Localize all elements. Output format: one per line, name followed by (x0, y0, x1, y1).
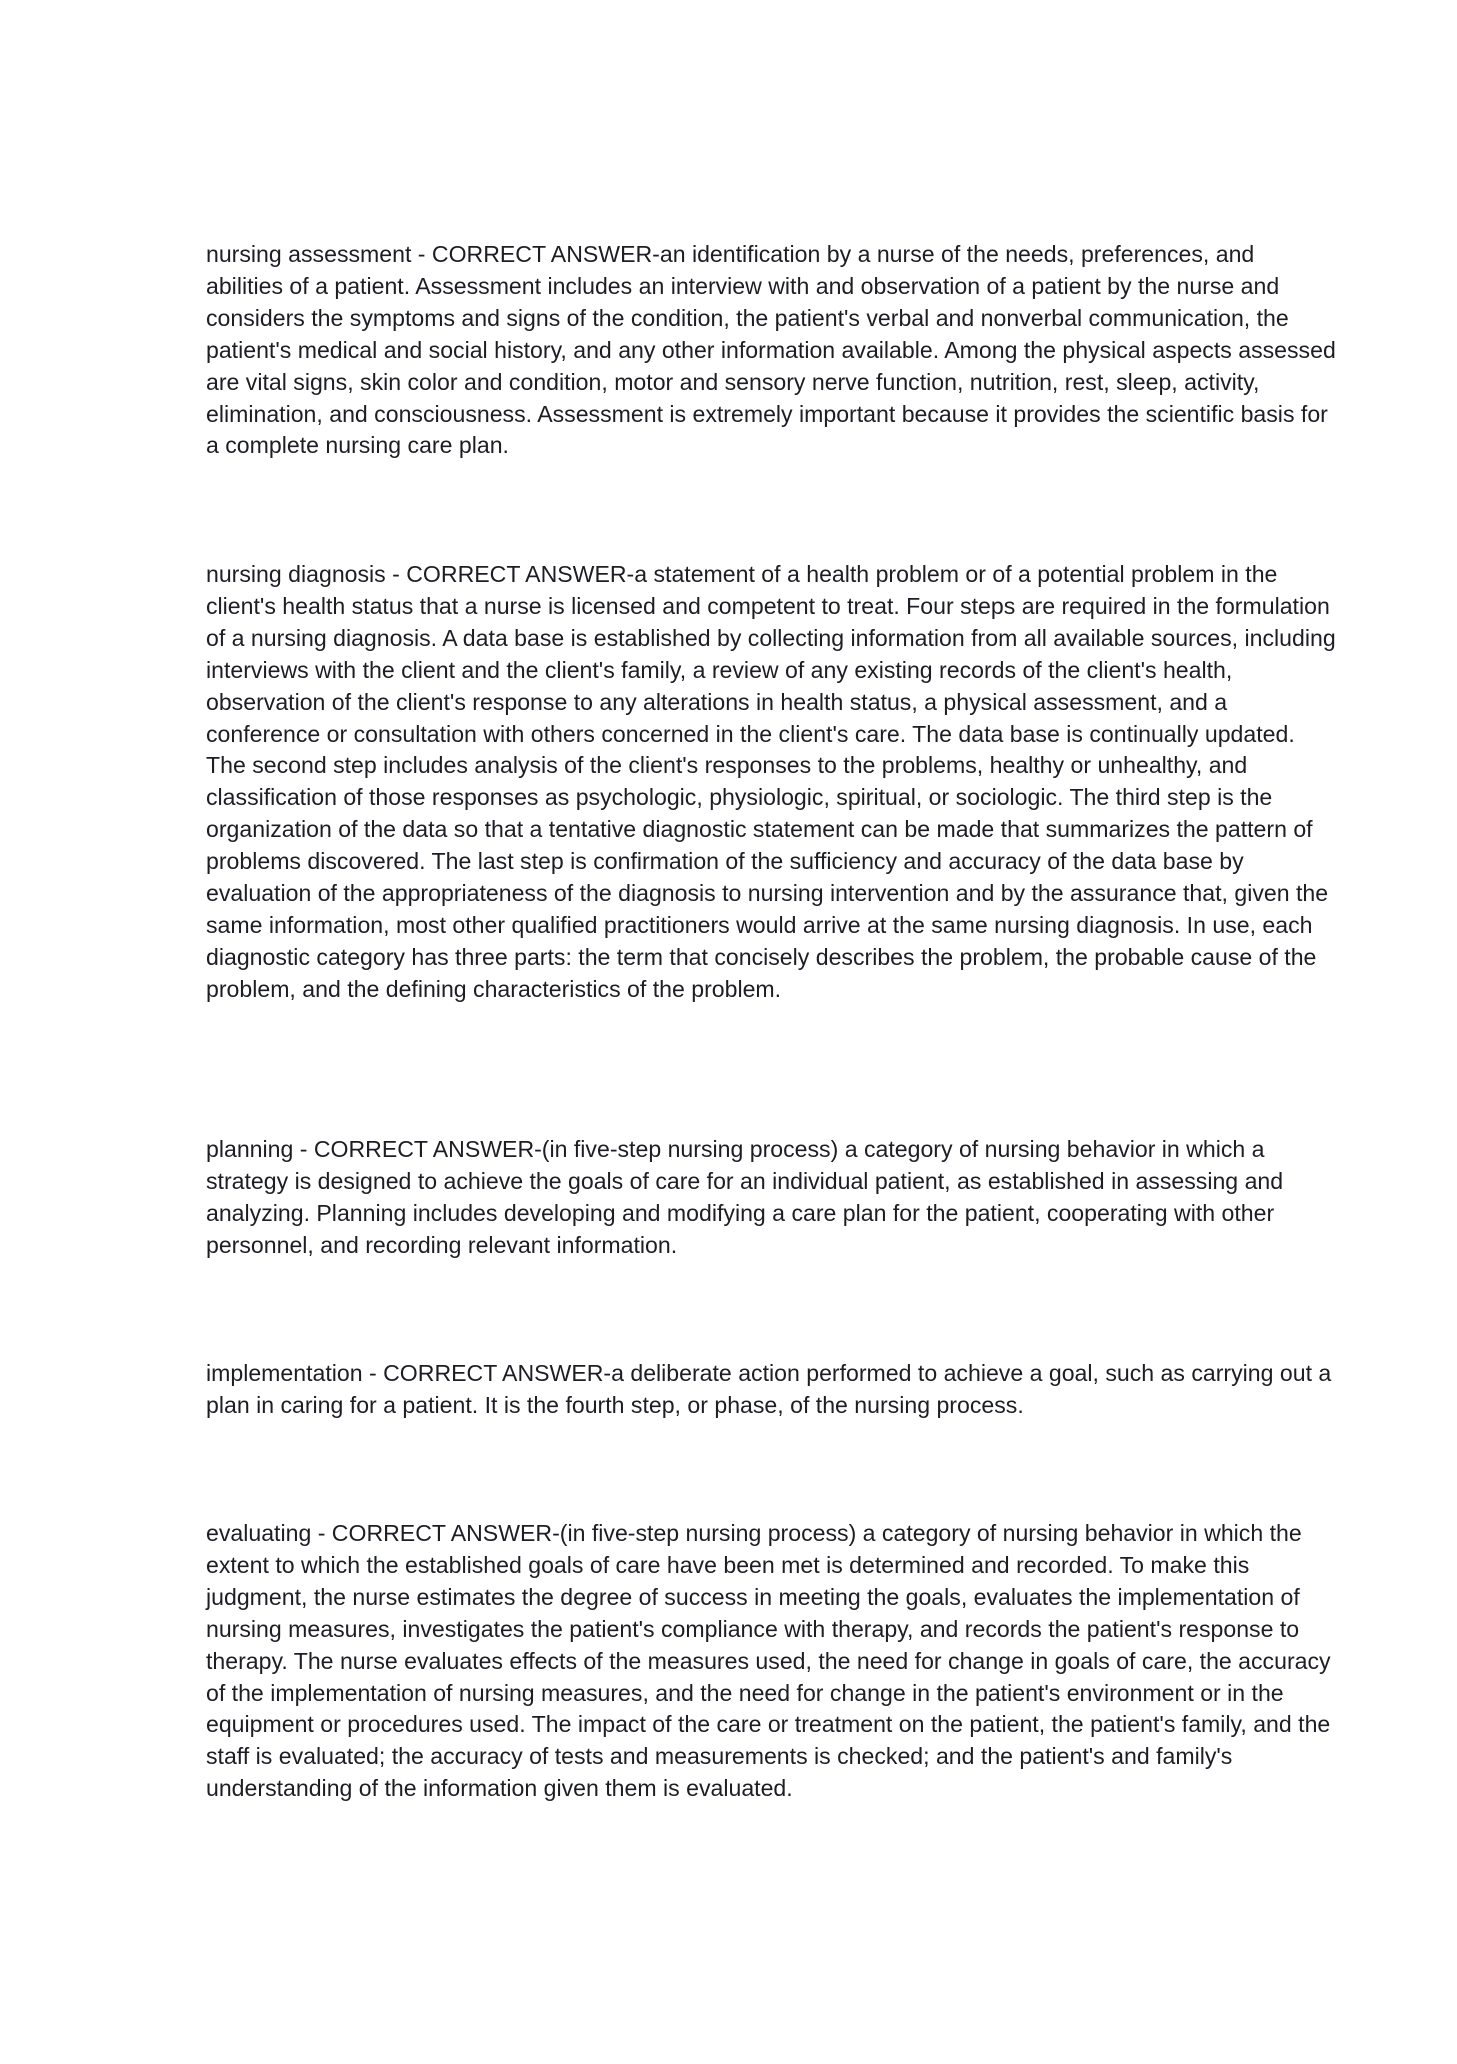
entry-implementation: implementation - CORRECT ANSWER-a deliberate action performed to achieve a goal, such as carrying out a plan in caring for a patient. It is the fourth step, or phase, of the nursing process. (206, 1360, 1332, 1418)
entry-nursing-diagnosis: nursing diagnosis - CORRECT ANSWER-a statement of a health problem or of a potential problem in the client's health status that a nurse is licensed and competent to treat. Four steps are required in the formulation of a nursing diagnosis. A data base is established by collecting information from all available sources, including interviews with the client and the client's family, a review of any existing records of the client's health, observation of the client's response to any alterations in health status, a physical assessment, and a conference or consultation with others concerned in the client's care. The data base is continually updated. The second step includes analysis of the client's responses to the problems, healthy or unhealthy, and classification of those responses as psychologic, physiologic, spiritual, or sociologic. The third step is the organization of the data so that a tentative diagnostic statement can be made that summarizes the pattern of problems discovered. The last step is confirmation of the sufficiency and accuracy of the data base by evaluation of the appropriateness of the diagnosis to nursing intervention and by the assurance that, given the same information, most other qualified practitioners would arrive at the same nursing diagnosis. In use, each diagnostic category has three parts: the term that concisely describes the problem, the probable cause of the problem, and the defining characteristics of the problem. (206, 561, 1336, 1002)
entry-nursing-assessment: nursing assessment - CORRECT ANSWER-an identification by a nurse of the needs, preferences, and abilities of a patient. Assessment includes an interview with and observation of a patient by the nurse and considers the symptoms and signs of the condition, the patient's verbal and nonverbal communication, the patient's medical and social history, and any other information available. Among the physical aspects assessed are vital signs, skin color and condition, motor and sensory nerve function, nutrition, rest, sleep, activity, elimination, and consciousness. Assessment is extremely important because it provides the scientific basis for a complete nursing care plan. (206, 241, 1336, 459)
entry-planning: planning - CORRECT ANSWER-(in five-step nursing process) a category of nursing behavior in which a strategy is designed to achieve the goals of care for an individual patient, as established in assessing and analyzing. Planning includes developing and modifying a care plan for the patient, cooperating with other personnel, and recording relevant information. (206, 1136, 1284, 1258)
entry-evaluating: evaluating - CORRECT ANSWER-(in five-step nursing process) a category of nursing behavior in which the extent to which the established goals of care have been met is determined and recorded. To make this judgment, the nurse estimates the degree of success in meeting the goals, evaluates the implementation of nursing measures, investigates the patient's compliance with therapy, and records the patient's response to therapy. The nurse evaluates effects of the measures used, the need for change in goals of care, the accuracy of the implementation of nursing measures, and the need for change in the patient's environment or in the equipment or procedures used. The impact of the care or treatment on the patient, the patient's family, and the staff is evaluated; the accuracy of tests and measurements is checked; and the patient's and family's understanding of the information given them is evaluated. (206, 1520, 1331, 1802)
